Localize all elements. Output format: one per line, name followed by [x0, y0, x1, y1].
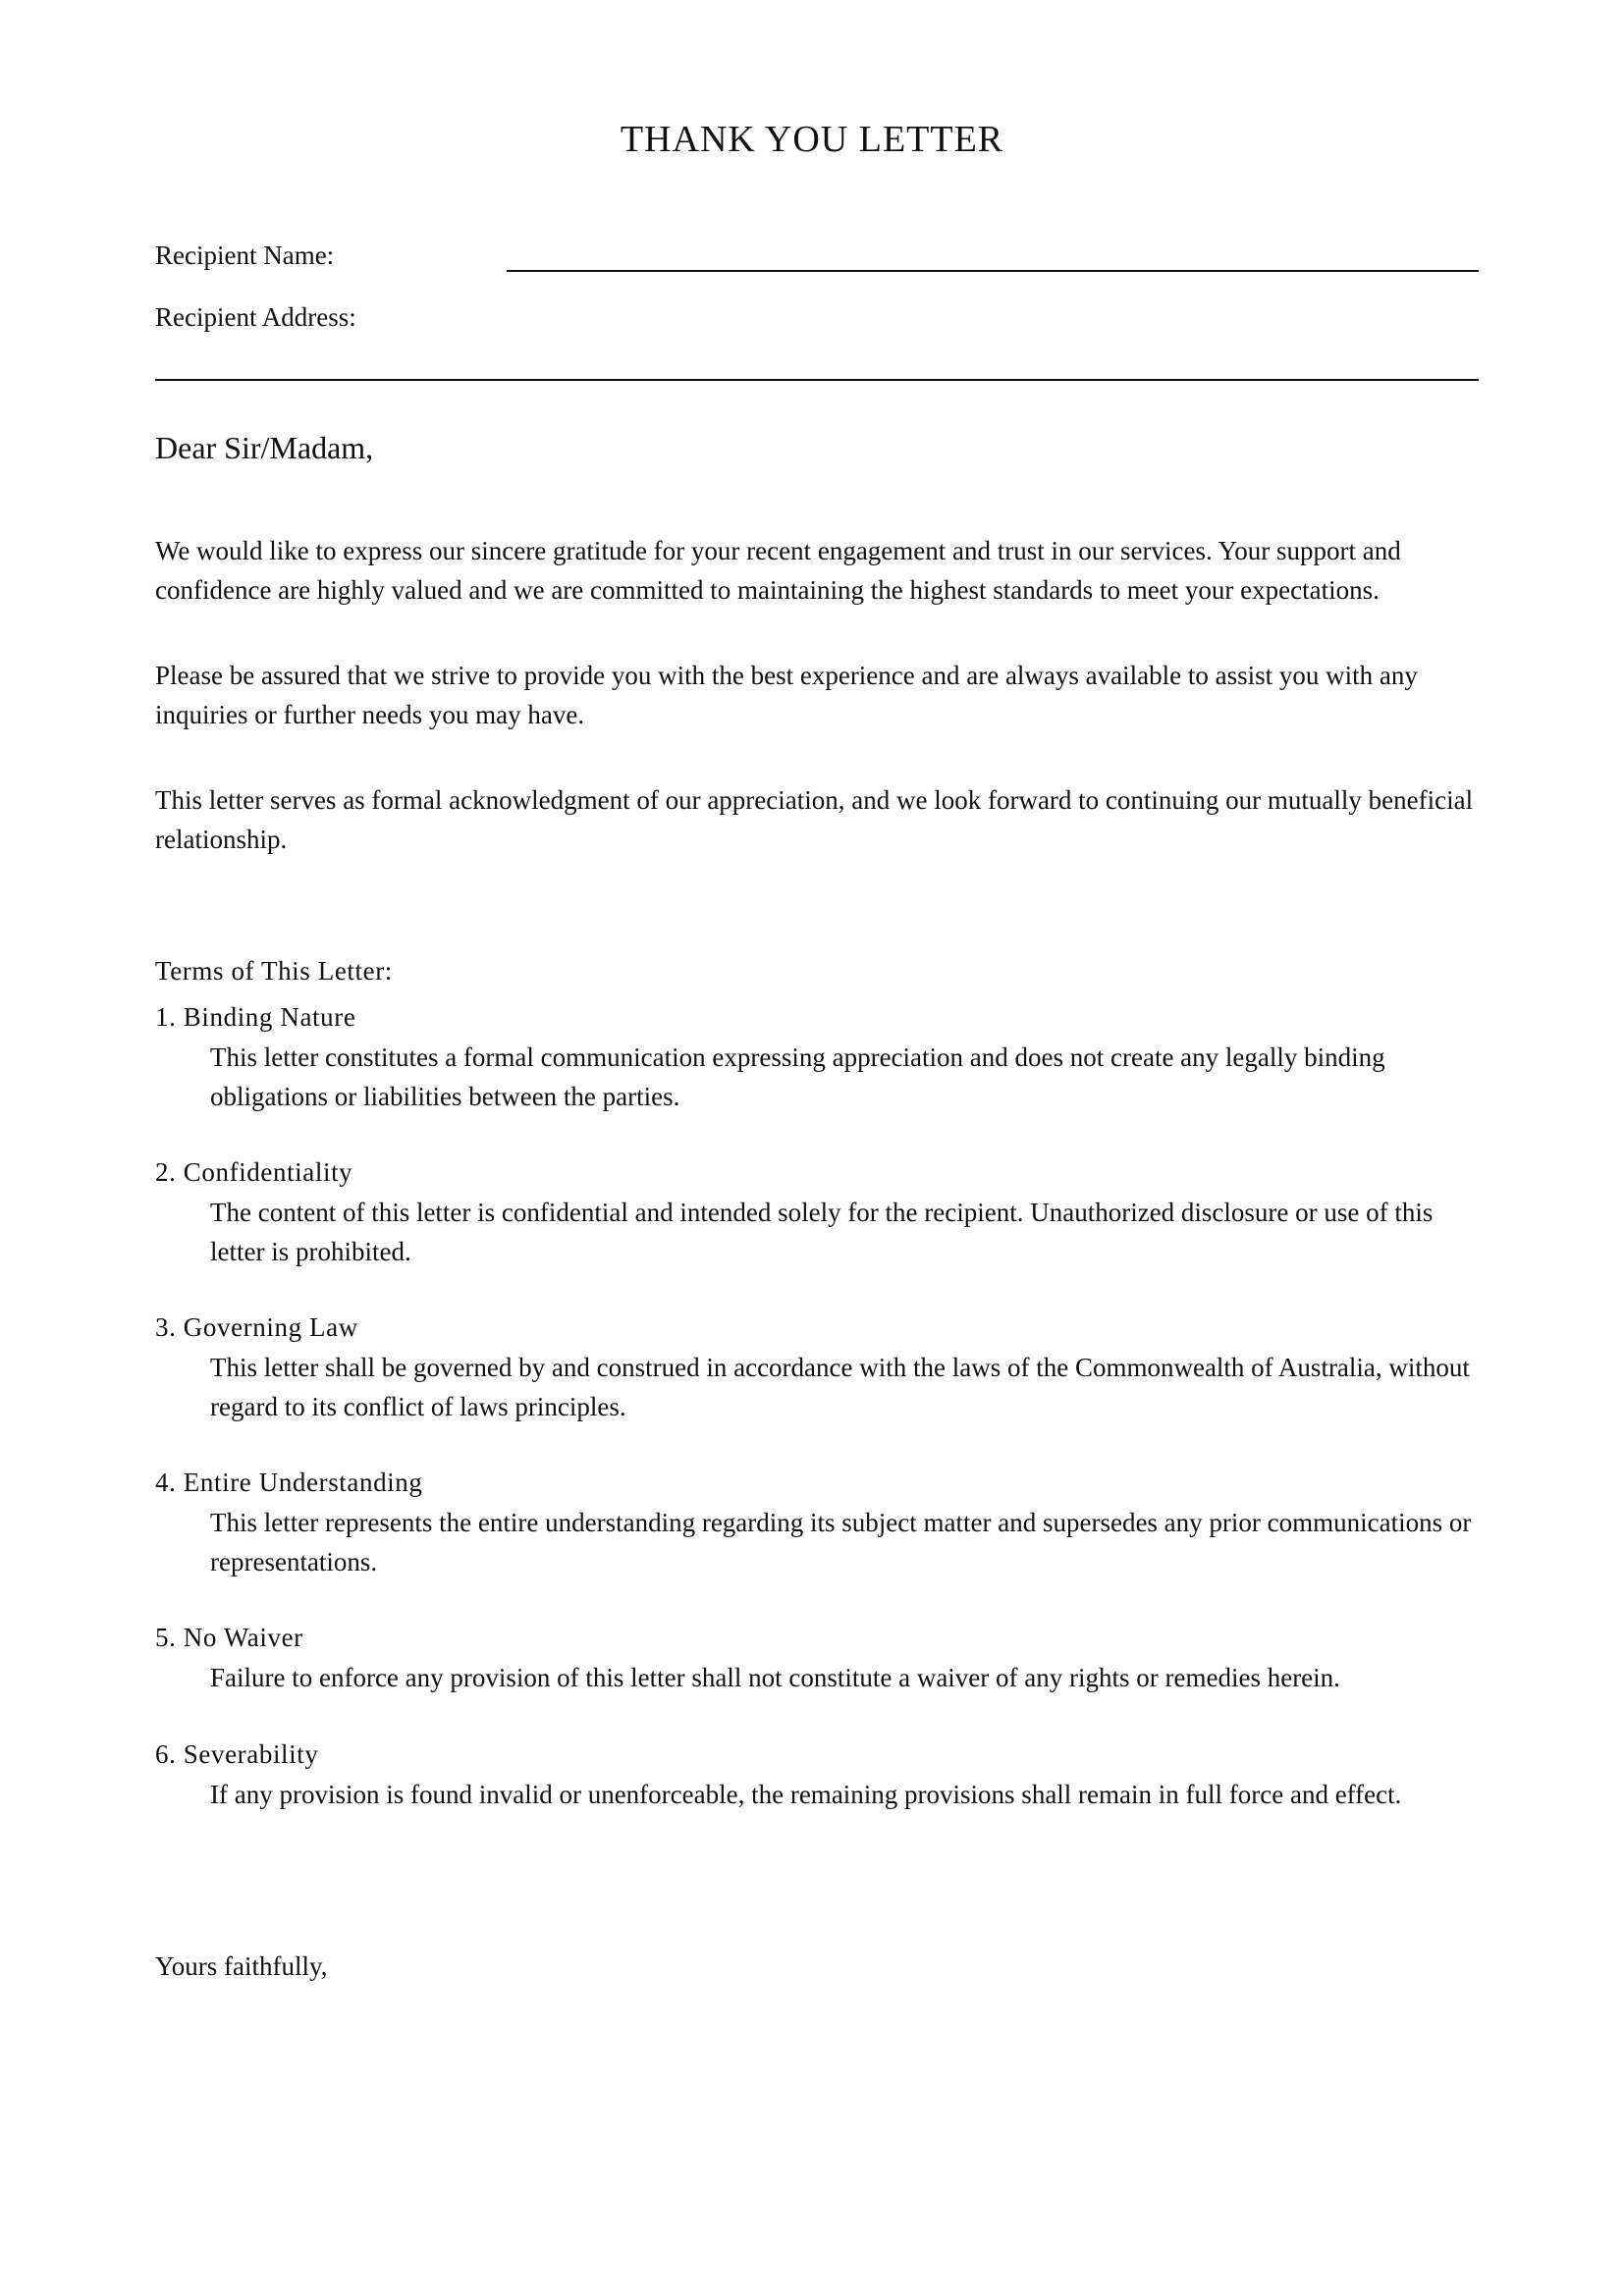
- term-item: [155, 1466, 1490, 1581]
- recipient-address-line[interactable]: [155, 379, 1479, 381]
- term-body: The content of this letter is confidential and intended solely for the recipient. Unauthorized disclosure or use of this letter is prohibited.: [210, 1198, 1434, 1266]
- body-paragraph: This letter serves as formal acknowledgment of our appreciation, and we look forward to continuing our mutually beneficial relationship.: [155, 785, 1474, 854]
- term-title: 2. Confidentiality: [155, 1157, 353, 1187]
- term-body: Failure to enforce any provision of this letter shall not constitute a waiver of any rights or remedies herein.: [210, 1663, 1340, 1692]
- term-item: [155, 1621, 1490, 1697]
- recipient-name-line[interactable]: [507, 270, 1479, 272]
- closing: Yours faithfully,: [155, 1951, 328, 1981]
- terms-heading: Terms of This Letter:: [155, 956, 393, 986]
- term-body: This letter constitutes a formal communication expressing appreciation and does not create any legally binding obligations or liabilities between the parties.: [210, 1042, 1385, 1111]
- term-body: This letter represents the entire understanding regarding its subject matter and supersedes any prior communications or representations.: [210, 1508, 1472, 1576]
- recipient-name-label: Recipient Name:: [155, 240, 335, 270]
- term-body: This letter shall be governed by and construed in accordance with the laws of the Commonwealth of Australia, without regard to its conflict of laws principles.: [210, 1353, 1470, 1421]
- document-title: THANK YOU LETTER: [620, 119, 1004, 160]
- recipient-address-label: Recipient Address:: [155, 302, 356, 332]
- term-title: 3. Governing Law: [155, 1312, 358, 1342]
- body-paragraph: Please be assured that we strive to provide you with the best experience and are always available to assist you with any inquiries or further needs you may have.: [155, 661, 1418, 729]
- term-title: 5. No Waiver: [155, 1623, 303, 1652]
- term-item: [155, 1737, 1490, 1814]
- term-item: [155, 1155, 1490, 1271]
- term-item: [155, 1000, 1490, 1116]
- term-title: 1. Binding Nature: [155, 1002, 356, 1032]
- salutation: Dear Sir/Madam,: [155, 430, 374, 465]
- term-title: 4. Entire Understanding: [155, 1468, 423, 1497]
- body-paragraph: We would like to express our sincere gratitude for your recent engagement and trust in our services. Your support and confidence are highly valued and we are committed to maintaining the highest standards to meet your expectations.: [155, 536, 1401, 605]
- term-title: 6. Severability: [155, 1739, 319, 1769]
- term-body: If any provision is found invalid or unenforceable, the remaining provisions shall remain in full force and effect.: [210, 1780, 1402, 1809]
- term-item: [155, 1310, 1490, 1426]
